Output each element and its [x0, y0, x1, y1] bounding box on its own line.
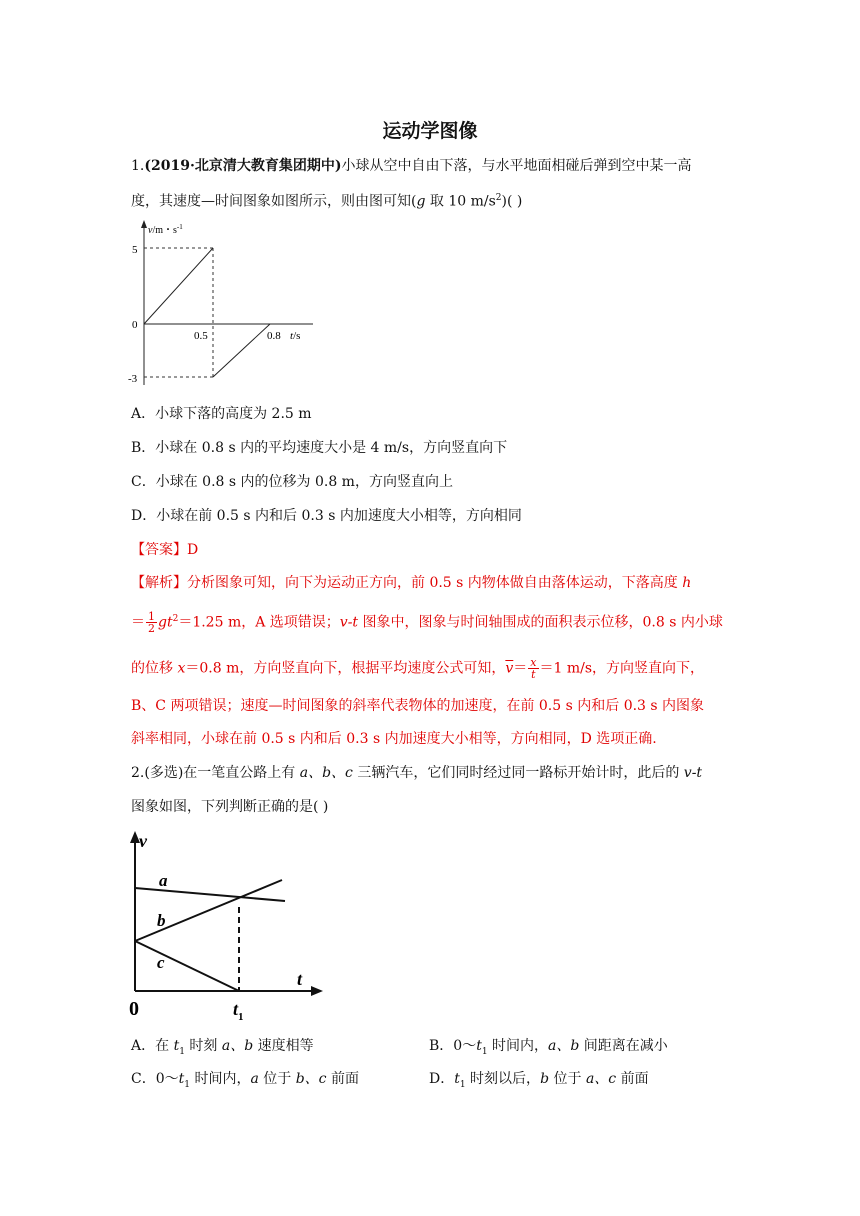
q2-origin-label: 0: [129, 998, 139, 1020]
q2-stem-line2: 图象如图，下列判断正确的是( ): [131, 799, 329, 815]
q1-option-b: B．小球在 0.8 s 内的平均速度大小是 4 m/s，方向竖直向下: [131, 440, 508, 456]
q1-y-arrow-icon: [141, 220, 147, 228]
q1-option-a: A．小球下落的高度为 2.5 m: [131, 406, 312, 422]
q2-stem-text2: 三辆汽车，它们同时经过同一路标开始计时，此后的: [352, 765, 684, 781]
q1-analysis-line2: [131, 609, 723, 634]
q1-vt-term: v-t: [339, 614, 359, 631]
q2-label-a: a: [159, 871, 168, 890]
q1-eq-sign-2: ＝: [513, 660, 528, 677]
q1-ytick-m3: -3: [128, 373, 138, 385]
q1-xtick-05: 0.5: [194, 330, 208, 342]
q1-source: (2019·北京清大教育集团期中): [144, 158, 342, 174]
q2-abc-symbols: a、b、c: [299, 765, 353, 781]
q2-option-c: C．$0\sim t_1$ 时间内，a 位于 b、c 前面: [131, 1071, 359, 1090]
q1-g-exponent: 2: [495, 193, 502, 203]
q1-ytick-5: 5: [132, 244, 138, 256]
q1-analysis-line3: [131, 657, 704, 680]
q1-gt-symbol: gt: [158, 614, 173, 631]
q1-fall-segment: [144, 248, 213, 324]
q1-analysis-text1: 分析图象可知，向下为运动正方向，前 0.5 s 内物体做自由落体运动，下落高度: [187, 575, 683, 591]
q1-answer: [131, 540, 198, 560]
q2-stem-text1: 2.(多选)在一笔直公路上有: [131, 765, 300, 781]
q1-xtick-08: 0.8: [267, 330, 281, 342]
q1-stem-line1: [131, 156, 691, 176]
q2-option-a: A．在 $t_1$ 时刻 a、b 速度相等: [131, 1038, 314, 1057]
q1-gt-exponent: 2: [172, 614, 179, 624]
q1-rebound-segment: [213, 324, 270, 377]
q1-ytick-0: 0: [132, 319, 138, 331]
q1-analysis-text2: ＝1.25 m，A 选项错误；: [178, 614, 340, 631]
q1-stem-text1: 小球从空中自由下落，与水平地面相碰后弹到空中某一高: [341, 158, 692, 174]
q1-half-fraction: $\frac{1}{2}$: [148, 610, 155, 636]
q1-h-symbol: h: [682, 575, 692, 591]
q2-stem-line1: [131, 763, 702, 783]
q1-analysis-label: 【解析】: [131, 575, 187, 591]
q2-label-c: c: [157, 953, 165, 972]
q2-x-arrow-icon: [311, 986, 323, 996]
q2-t1-label: $t_1$: [233, 999, 244, 1023]
q2-line-c: [135, 941, 239, 991]
q1-analysis-line5: 斜率相同，小球在前 0.5 s 内和后 0.3 s 内加速度大小相等，方向相同，D 选项正确.: [131, 731, 657, 747]
q2-label-b: b: [157, 911, 166, 930]
q1-analysis-text6: ＝1 m/s，方向竖直向下，: [539, 660, 705, 677]
q1-analysis-line1: [131, 573, 691, 593]
q1-x-over-t: $\frac{x}{t}$: [530, 656, 537, 681]
q1-x-symbol: x: [177, 660, 186, 677]
q2-x-label: t: [297, 969, 303, 989]
q1-answer-value: D: [187, 542, 199, 558]
q1-vbar-symbol: $\overline{v}$: [505, 660, 514, 677]
q1-answer-blank: )( ): [501, 193, 523, 210]
q2-vt-term: v-t: [683, 765, 703, 781]
q1-option-d: D．小球在前 0.5 s 内和后 0.3 s 内加速度大小相等，方向相同: [131, 508, 522, 524]
page-title: 运动学图像: [382, 120, 478, 142]
q1-y-label: v/m・$s^{-1}$: [148, 223, 183, 236]
q1-eq-sign: ＝: [131, 614, 145, 631]
q1-analysis-line4: B、C 两项错误；速度—时间图象的斜率代表物体的加速度，在前 0.5 s 内和后 0.3 s 内图象: [131, 698, 705, 714]
q1-analysis-text3: 图象中，图象与时间轴围成的面积表示位移，0.8 s 内小球: [358, 614, 723, 631]
q2-option-d: D．$t_1$ 时刻以后，b 位于 a、c 前面: [429, 1071, 649, 1090]
q1-g-symbol: g: [416, 193, 426, 210]
q2-y-label: v: [139, 831, 147, 851]
q1-analysis-text4: 的位移: [131, 660, 178, 677]
q1-stem-text2: 度，其速度—时间图象如图所示，则由图可知(: [131, 193, 417, 210]
q2-vt-graph: [125, 825, 335, 1025]
q1-option-c: C．小球在 0.8 s 内的位移为 0.8 m，方向竖直向上: [131, 474, 453, 490]
q1-analysis-text5: ＝0.8 m，方向竖直向下，根据平均速度公式可知，: [185, 660, 506, 677]
q1-answer-label: 【答案】: [131, 542, 187, 558]
q1-x-label: t/s: [290, 330, 301, 342]
q1-stem-line2: [131, 188, 522, 212]
q2-line-a: [135, 888, 285, 901]
q1-g-value: 取 10 m/s: [425, 193, 496, 210]
q1-vt-graph: [125, 215, 325, 395]
q1-number: 1.: [131, 158, 145, 174]
q2-option-b: B．$0\sim t_1$ 时间内，a、b 间距离在减小: [429, 1038, 668, 1057]
